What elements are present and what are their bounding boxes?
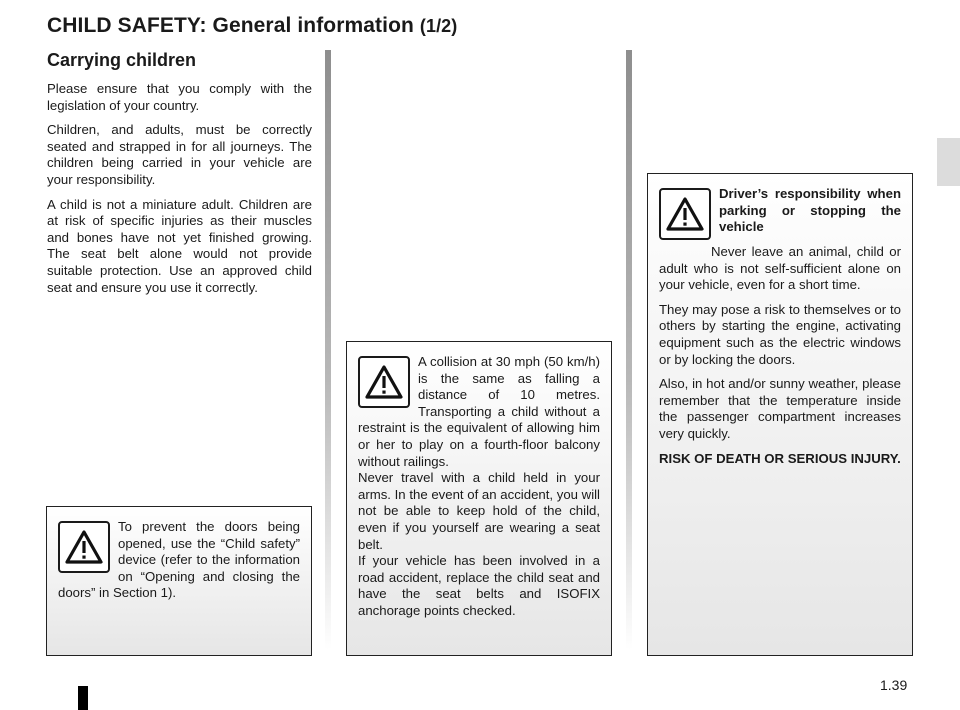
paragraph-seated: Children, and adults, must be correctly seated and strapped in for all journeys. The children being carried in your vehicle are your responsibility. <box>47 122 312 187</box>
paragraph-child-not-adult: A child is not a miniature adult. Children are at risk of specific injuries as their muscles and bones have not yet finished growing. The seat belt alone would not provide suitable protection. Use an approved child seat and ensure you use it correctly. <box>47 196 312 295</box>
page-part-indicator: (1/2) <box>419 16 458 36</box>
page-title-text: CHILD SAFETY: General information <box>47 14 414 37</box>
print-corner-mark <box>78 686 88 710</box>
warning-text-replace-seat: If your vehicle has been involved in a road accident, replace the child seat and have the seat belts and ISOFIX anchorage points checked. <box>358 553 600 618</box>
column-divider <box>325 50 331 650</box>
page-title <box>47 14 457 38</box>
warning-text-held-in-arms: Never travel with a child held in your arms. In the event of an accident, you will not be able to keep hold of the child, even if you yourself are wearing a seat belt. <box>358 470 600 552</box>
warning-text: To prevent the doors being opened, use the “Child safety” device (refer to the information on “Opening and closing the doors” in Section 1). <box>58 519 300 601</box>
warning-text-risk-to-others: They may pose a risk to themselves or to others by starting the engine, activating equipment such as the electric windows or by locking the doors. <box>659 301 901 367</box>
warning-triangle-icon <box>58 521 110 573</box>
section-tab-marker <box>937 138 960 186</box>
warning-text-hot-weather: Also, in hot and/or sunny weather, please remember that the temperature inside the passenger compartment increases very quickly. <box>659 376 901 441</box>
warning-box-child-safety-doors <box>46 506 312 656</box>
warning-box-driver-responsibility <box>647 173 913 656</box>
warning-text-risk-of-death: RISK OF DEATH OR SERIOUS INJURY. <box>659 450 901 466</box>
warning-triangle-icon <box>659 188 711 240</box>
carrying-children-section <box>47 50 312 304</box>
warning-text-never-leave: Never leave an animal, child or adult who is not self-sufficient alone on your vehicle, even for a short time. <box>659 244 901 293</box>
warning-box-collision <box>346 341 612 656</box>
column-divider <box>626 50 632 650</box>
warning-triangle-icon <box>358 356 410 408</box>
page-number: 1.39 <box>880 677 908 693</box>
section-heading: Carrying children <box>47 50 197 70</box>
warning-text-collision: A collision at 30 mph (50 km/h) is the same as falling a distance of 10 metres. Transporting a child without a restraint is the equivalent of allowing him or her to play on a fourth-floor balcony without railings. <box>358 354 600 469</box>
warning-heading: Driver’s responsibility when parking or stopping the vehicle <box>719 186 901 235</box>
paragraph-legislation: Please ensure that you comply with the legislation of your country. <box>47 81 312 113</box>
